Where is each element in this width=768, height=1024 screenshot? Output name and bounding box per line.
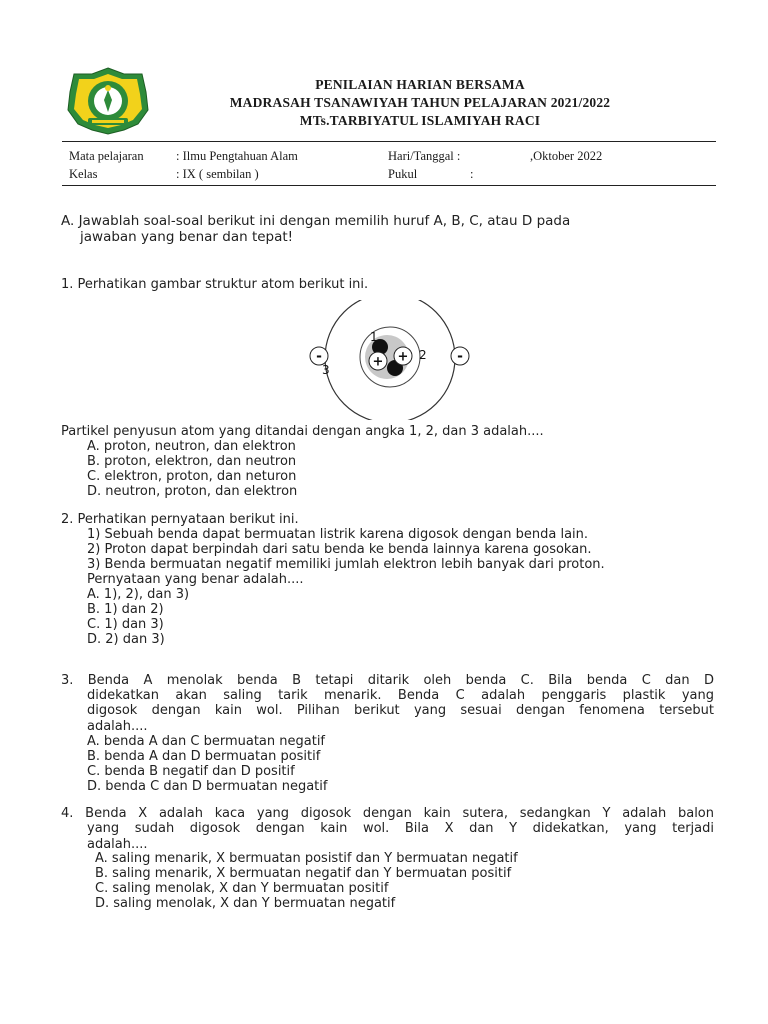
time-value: :: [470, 167, 474, 181]
header-school-name: MTs.TARBIYATUL ISLAMIYAH RACI: [299, 113, 541, 128]
q2-option-a: A. 1), 2), dan 3): [87, 587, 190, 602]
header-divider-bottom: [62, 185, 716, 186]
q4-line-3: adalah....: [87, 837, 148, 852]
q2-statement-3: 3) Benda bermuatan negatif memiliki jumlah elektron lebih banyak dari proton.: [87, 557, 605, 572]
q1-question: Partikel penyusun atom yang ditandai dengan angka 1, 2, dan 3 adalah....: [61, 424, 544, 439]
subject-value: : Ilmu Pengtahuan Alam: [176, 149, 298, 163]
date-label: Hari/Tanggal :: [388, 149, 461, 163]
q1-option-a: A. proton, neutron, dan elektron: [87, 439, 296, 454]
header-title: PENILAIAN HARIAN BERSAMA: [315, 77, 525, 92]
q4-line-2: yang sudah digosok dengan kain wol. Bila X dan Y didekatkan, yang terjadi: [87, 821, 714, 836]
instruction-line-1: A. Jawablah soal-soal berikut ini dengan memilih huruf A, B, C, atau D pada: [61, 213, 571, 229]
q4-option-a: A. saling menarik, X bermuatan posistif dan Y bermuatan negatif: [95, 851, 518, 866]
class-value: : IX ( sembilan ): [176, 167, 259, 181]
q4-option-c: C. saling menolak, X dan Y bermuatan positif: [95, 881, 389, 896]
q1-option-d: D. neutron, proton, dan elektron: [87, 484, 298, 499]
instruction-line-2: jawaban yang benar dan tepat!: [80, 229, 294, 245]
q3-line-1: 3. Benda A menolak benda B tetapi ditarik oleh benda C. Bila benda C dan D: [61, 673, 714, 688]
q3-option-c: C. benda B negatif dan D positif: [87, 764, 295, 779]
proton-sign: +: [397, 349, 409, 365]
date-value: ,Oktober 2022: [530, 149, 603, 163]
q4-option-d: D. saling menolak, X dan Y bermuatan negatif: [95, 896, 396, 911]
q3-line-2: didekatkan akan saling tarik menarik. Benda C adalah penggaris plastik yang: [87, 688, 714, 703]
q3-option-d: D. benda C dan D bermuatan negatif: [87, 779, 328, 794]
subject-label: Mata pelajaran: [69, 149, 144, 163]
atom-structure-diagram: [305, 300, 475, 420]
electron-sign: -: [457, 348, 463, 365]
q3-line-4: adalah....: [87, 719, 148, 734]
proton-sign: +: [372, 354, 384, 370]
q1-stem: 1. Perhatikan gambar struktur atom berikut ini.: [61, 277, 369, 292]
q2-option-d: D. 2) dan 3): [87, 632, 165, 647]
q3-option-b: B. benda A dan D bermuatan positif: [87, 749, 321, 764]
q2-question: Pernyataan yang benar adalah....: [87, 572, 304, 587]
electron-sign: -: [316, 348, 322, 365]
q2-option-c: C. 1) dan 3): [87, 617, 164, 632]
q3-line-3: digosok dengan kain wol. Pilihan berikut yang sesuai dengan fenomena tersebut: [87, 703, 714, 718]
q2-statement-1: 1) Sebuah benda dapat bermuatan listrik karena digosok dengan benda lain.: [87, 527, 589, 542]
q1-option-b: B. proton, elektron, dan neutron: [87, 454, 297, 469]
class-label: Kelas: [69, 167, 98, 181]
q2-option-b: B. 1) dan 2): [87, 602, 164, 617]
q2-statement-2: 2) Proton dapat berpindah dari satu benda ke benda lainnya karena gosokan.: [87, 542, 592, 557]
label-1: 1: [370, 330, 378, 344]
label-3: 3: [322, 363, 330, 377]
q4-option-b: B. saling menarik, X bermuatan negatif dan Y bermuatan positif: [95, 866, 512, 881]
q3-option-a: A. benda A dan C bermuatan negatif: [87, 734, 326, 749]
header-divider-top: [62, 141, 716, 142]
header-school: MADRASAH TSANAWIYAH TAHUN PELAJARAN 2021/2022: [229, 95, 611, 110]
label-2: 2: [419, 348, 427, 362]
q2-stem: 2. Perhatikan pernyataan berikut ini.: [61, 512, 299, 527]
q1-option-c: C. elektron, proton, dan neturon: [87, 469, 297, 484]
q4-line-1: 4. Benda X adalah kaca yang digosok dengan kain sutera, sedangkan Y adalah balon: [61, 806, 714, 821]
time-label: Pukul: [388, 167, 418, 181]
school-logo: [66, 66, 150, 136]
